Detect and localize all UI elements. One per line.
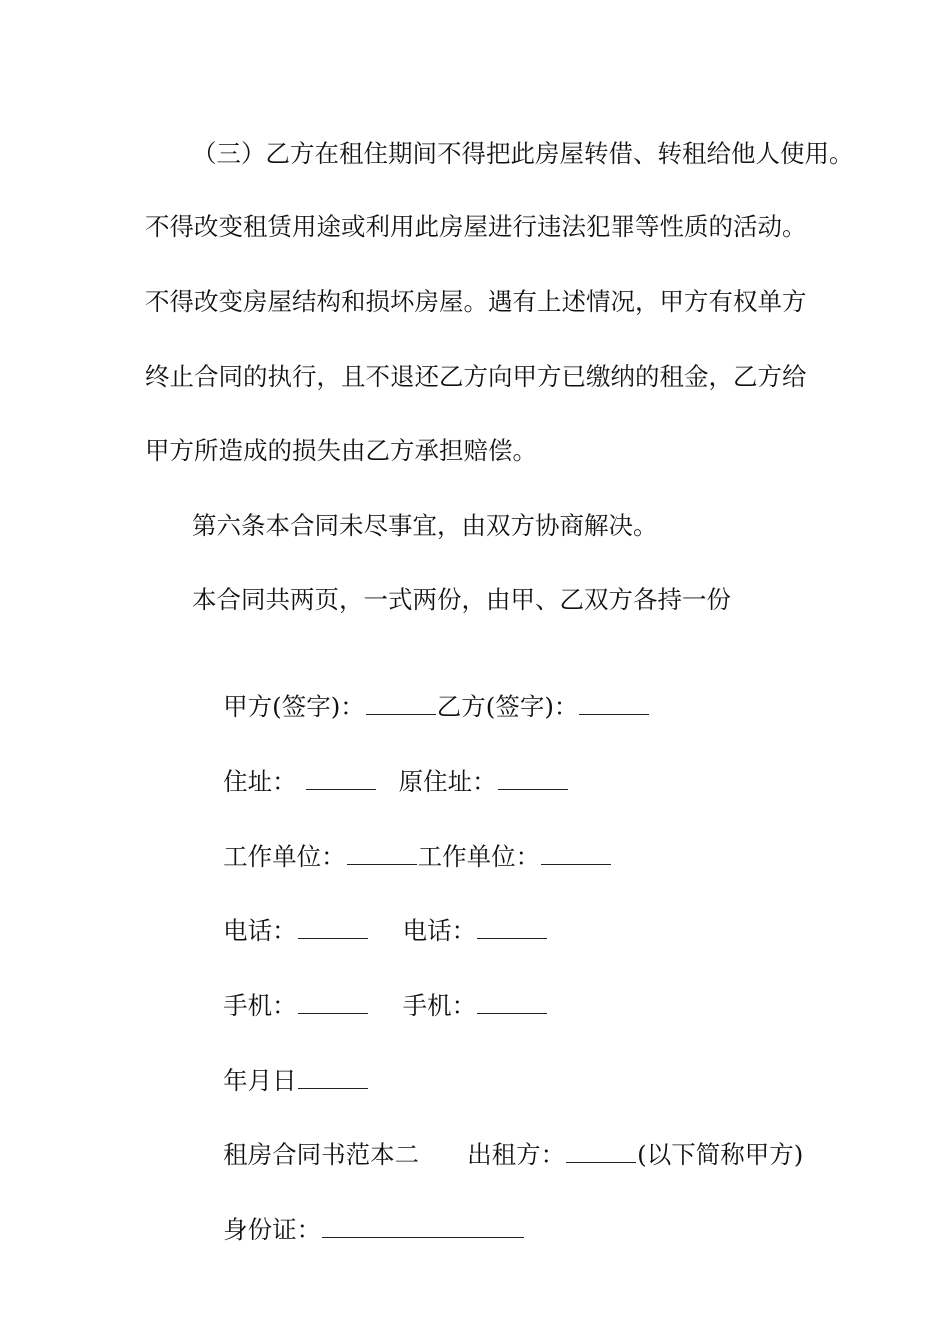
party-a-address-label: 住址： xyxy=(223,767,297,796)
employer-line xyxy=(192,809,612,871)
party-b-phone-blank xyxy=(477,916,547,939)
party-b-phone-label: 电话： xyxy=(402,916,477,945)
id-card-label: 身份证： xyxy=(223,1215,322,1244)
signature-line xyxy=(192,659,650,721)
party-a-phone-blank xyxy=(298,916,368,939)
lessor-label: 出租方： xyxy=(467,1140,566,1169)
party-b-mobile-label: 手机： xyxy=(402,991,477,1020)
address-line xyxy=(192,734,569,796)
phone-line xyxy=(192,883,548,945)
party-a-employer-label: 工作单位： xyxy=(223,842,346,871)
party-b-employer-label: 工作单位： xyxy=(417,842,541,871)
party-a-signature-label: 甲方(签字)： xyxy=(223,692,365,721)
paragraph-three-line-4: 终止合同的执行，且不退还乙方向甲方已缴纳的租金，乙方给 xyxy=(145,362,807,391)
paragraph-three-line-5: 甲方所造成的损失由乙方承担赔偿。 xyxy=(145,436,537,465)
lessor-note: (以下简称甲方) xyxy=(637,1140,804,1169)
article-six: 第六条本合同未尽事宜，由双方协商解决。 xyxy=(192,511,658,540)
template-two-title: 租房合同书范本二 xyxy=(223,1140,420,1169)
party-b-address-label: 原住址： xyxy=(398,767,497,796)
paragraph-three-line-1: （三）乙方在租住期间不得把此房屋转借、转租给他人使用。 xyxy=(192,139,854,168)
date-line xyxy=(192,1033,369,1095)
mobile-line xyxy=(192,958,548,1020)
copies-note: 本合同共两页，一式两份，由甲、乙双方各持一份 xyxy=(192,585,731,614)
party-b-signature-label: 乙方(签字)： xyxy=(436,692,579,721)
party-a-employer-blank xyxy=(347,842,417,865)
paragraph-three-line-2: 不得改变租赁用途或利用此房屋进行违法犯罪等性质的活动。 xyxy=(145,212,807,241)
party-a-phone-label: 电话： xyxy=(223,916,297,945)
lessor-blank xyxy=(566,1140,636,1163)
party-a-mobile-blank xyxy=(298,991,368,1014)
party-a-address-blank xyxy=(306,767,376,790)
party-a-mobile-label: 手机： xyxy=(223,991,297,1020)
date-label: 年月日 xyxy=(223,1066,297,1095)
party-a-signature-blank xyxy=(366,692,436,715)
id-card-line xyxy=(192,1182,525,1244)
id-card-blank xyxy=(322,1215,524,1238)
date-blank xyxy=(298,1066,368,1089)
party-b-mobile-blank xyxy=(477,991,547,1014)
party-b-signature-blank xyxy=(579,692,649,715)
party-b-address-blank xyxy=(498,767,568,790)
party-b-employer-blank xyxy=(541,842,611,865)
template-two-line xyxy=(192,1107,804,1169)
paragraph-three-line-3: 不得改变房屋结构和损坏房屋。遇有上述情况，甲方有权单方 xyxy=(145,287,807,316)
